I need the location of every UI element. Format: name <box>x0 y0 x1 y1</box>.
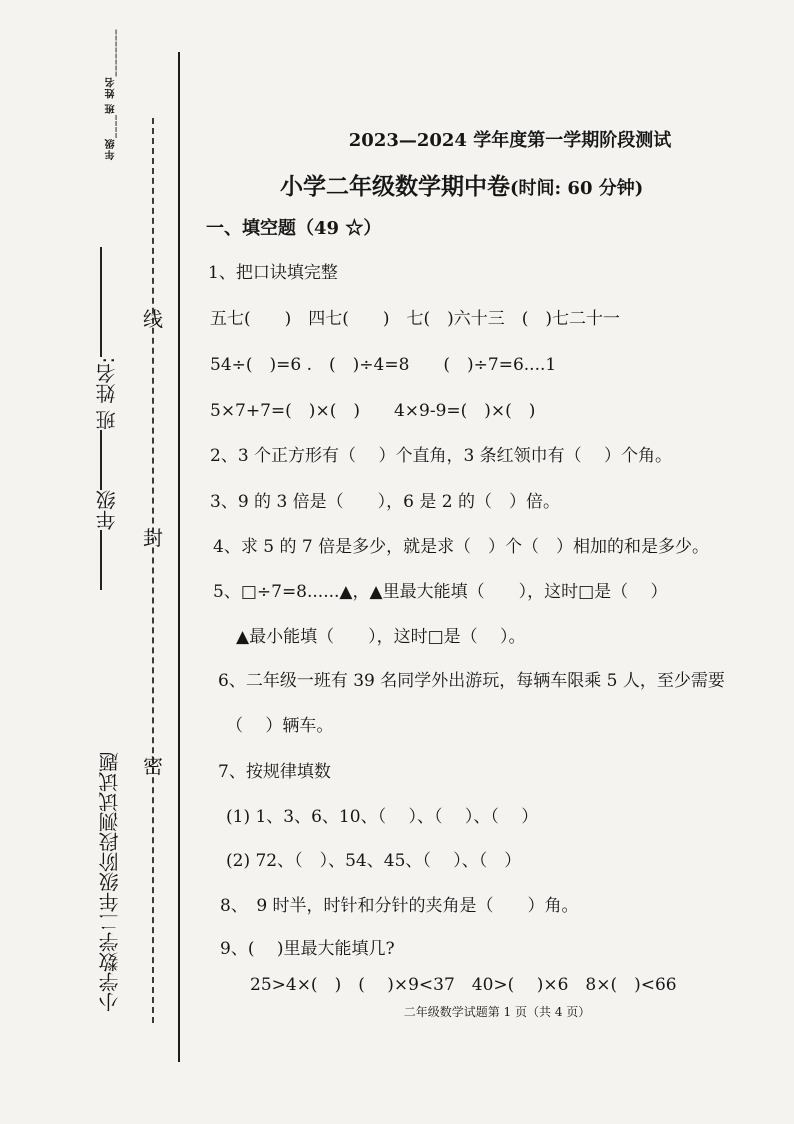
page-footer: 二年级数学试题第 1 页（共 4 页） <box>403 1005 591 1019</box>
question-7-row-2: (2) 72、（ ）、54、45、（ ）、（ ） <box>226 851 522 871</box>
question-6-line-2: （ ）辆车。 <box>226 716 334 736</box>
question-1-row-a: 五七( ) 四七( ) 七( )六十三 ( )七二十一 <box>210 309 621 329</box>
seal-char-xian: 线 <box>143 307 163 331</box>
class-label: 班 <box>95 410 119 430</box>
seal-char-feng: 封 <box>143 526 163 550</box>
grade-label: 年级 <box>95 490 119 530</box>
name-label: 姓名: <box>95 356 119 404</box>
question-9: 9、( )里最大能填几? <box>220 939 395 959</box>
question-5-line-1: 5、□÷7=8......▲，▲里最大能填（ ），这时□是（ ） <box>213 582 668 602</box>
question-1: 1、把口诀填完整 <box>208 263 338 283</box>
section-heading: 一、填空题（49 ☆） <box>206 218 382 239</box>
question-2: 2、3 个正方形有（ ）个直角，3 条红领巾有（ ）个角。 <box>210 446 673 466</box>
question-8: 8、 9 时半，时针和分针的夹角是（ ）角。 <box>220 896 579 916</box>
subtitle-text: 小学二年级数学期中卷 <box>280 173 510 200</box>
cut-dashed-line <box>152 118 154 1023</box>
binding-line <box>178 52 180 1062</box>
question-9-row: 25>4×( ) ( )×9<37 40>( )×6 8×( )<66 <box>250 975 677 995</box>
exam-subtitle <box>280 168 643 201</box>
time-limit: (时间: 60 分钟) <box>510 178 644 199</box>
question-1-row-b: 54÷( )=6 . ( )÷4=8 ( )÷7=6....1 <box>210 355 557 375</box>
student-info-field <box>92 210 121 590</box>
margin-exam-title: 小学数学二年级阶段测试试题 <box>98 752 122 1012</box>
question-7: 7、按规律填数 <box>218 762 331 782</box>
exam-title: 2023—2024 学年度第一学期阶段测试 <box>348 130 672 151</box>
question-3: 3、9 的 3 倍是（ ），6 是 2 的（ ）倍。 <box>210 492 561 512</box>
margin-small-label: 年级____班 姓名________ <box>106 28 117 160</box>
question-6-line-1: 6、二年级一班有 39 名同学外出游玩，每辆车限乘 5 人，至少需要 <box>218 671 725 691</box>
seal-char-mi: 密 <box>143 754 163 778</box>
question-5-line-2: ▲最小能填（ ），这时□是（ ）。 <box>236 627 526 647</box>
question-4: 4、求 5 的 7 倍是多少，就是求（ ）个（ ）相加的和是多少。 <box>213 537 710 557</box>
question-7-row-1: (1) 1、3、6、10、（ ）、（ ）、（ ） <box>226 807 539 827</box>
question-1-row-c: 5×7+7=( )×( ) 4×9-9=( )×( ) <box>210 401 536 421</box>
